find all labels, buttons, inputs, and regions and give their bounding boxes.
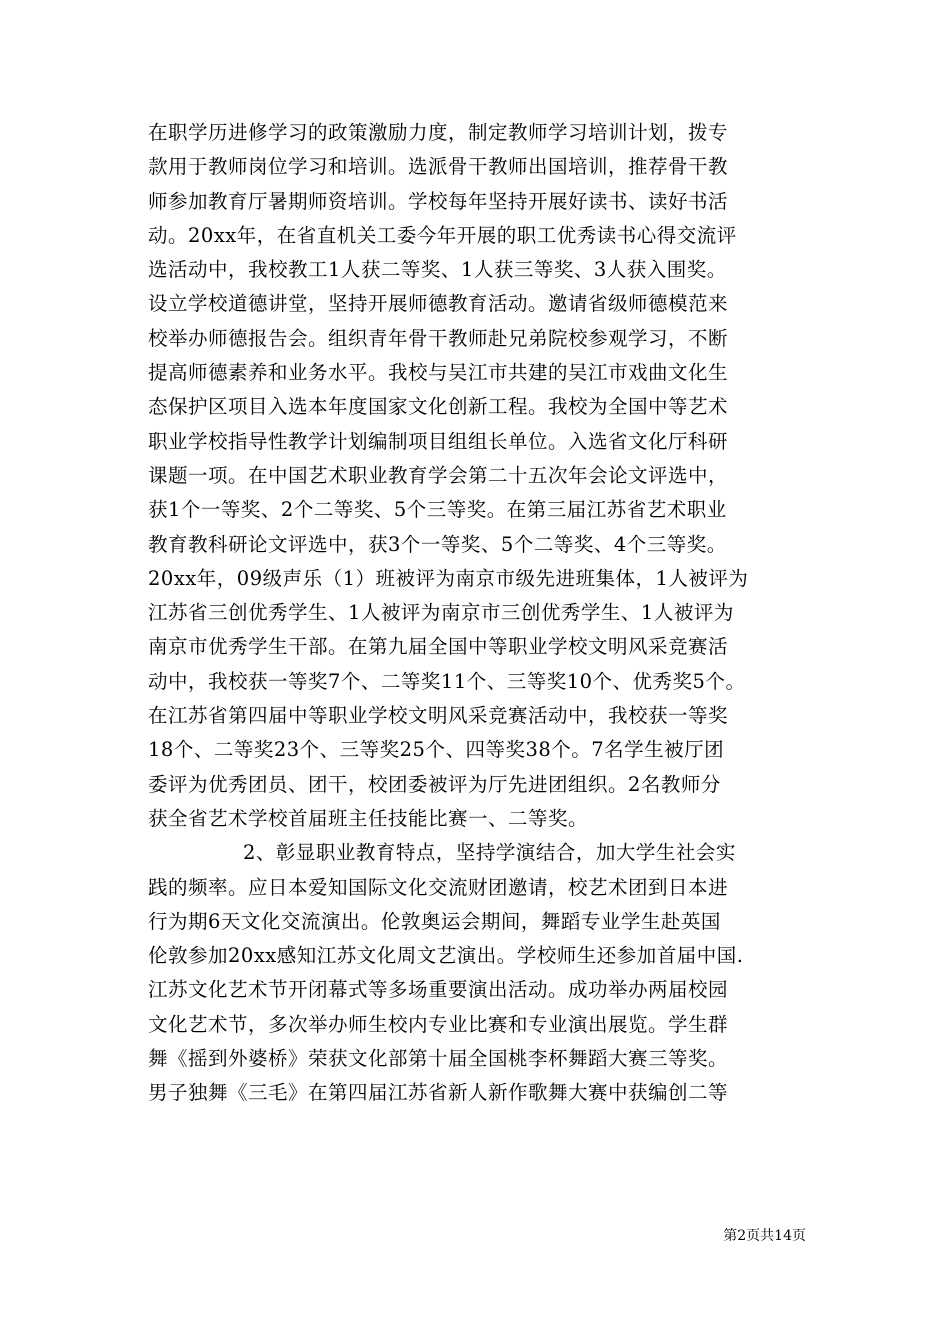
text-line: 舞《摇到外婆桥》荣获文化部第十届全国桃李杯舞蹈大赛三等奖。 xyxy=(148,1047,729,1071)
text-line: 课题一项。在中国艺术职业教育学会第二十五次年会论文评选中， xyxy=(148,463,729,487)
text-line: 江苏省三创优秀学生、1人被评为南京市三创优秀学生、1人被评为 xyxy=(148,601,734,625)
text-line: 文化艺术节，多次举办师生校内专业比赛和专业演出展览。学生群 xyxy=(148,1012,729,1036)
text-line: 伦敦参加20xx感知江苏文化周文艺演出。学校师生还参加首届中国. xyxy=(148,944,744,968)
text-line: 20xx年，09级声乐（1）班被评为南京市级先进班集体，1人被评为 xyxy=(148,566,749,590)
text-line: 提高师德素养和业务水平。我校与吴江市共建的吴江市戏曲文化生 xyxy=(148,361,729,385)
text-line: 在职学历进修学习的政策激励力度，制定教师学习培训计划，拨专 xyxy=(148,121,729,144)
text-line: 动。20xx年，在省直机关工委今年开展的职工优秀读书心得交流评 xyxy=(148,223,737,247)
text-line: 践的频率。应日本爱知国际文化交流财团邀请，校艺术团到日本进 xyxy=(148,875,729,899)
text-line: 选活动中，我校教工1人获二等奖、1人获三等奖、3人获入围奖。 xyxy=(148,258,727,282)
text-line: 南京市优秀学生干部。在第九届全国中等职业学校文明风采竞赛活 xyxy=(148,635,729,659)
document-body xyxy=(148,116,808,1111)
text-line: 江苏文化艺术节开闭幕式等多场重要演出活动。成功举办两届校园 xyxy=(148,978,729,1002)
text-line: 款用于教师岗位学习和培训。选派骨干教师出国培训，推荐骨干教 xyxy=(148,155,729,179)
text-line: 校举办师德报告会。组织青年骨干教师赴兄弟院校参观学习，不断 xyxy=(148,326,729,350)
text-line: 获全省艺术学校首届班主任技能比赛一、二等奖。 xyxy=(148,806,589,830)
text-line: 18个、二等奖23个、三等奖25个、四等奖38个。7名学生被厅团 xyxy=(148,738,725,762)
paragraph-start-line: 2、彰显职业教育特点，坚持学演结合，加大学生社会实 xyxy=(243,841,736,865)
text-line: 委评为优秀团员、团干，校团委被评为厅先进团组织。2名教师分 xyxy=(148,772,721,796)
text-line: 师参加教育厅暑期师资培训。学校每年坚持开展好读书、读好书活 xyxy=(148,189,729,213)
text-line: 职业学校指导性教学计划编制项目组组长单位。入选省文化厅科研 xyxy=(148,429,729,453)
text-line: 男子独舞《三毛》在第四届江苏省新人新作歌舞大赛中获编创二等 xyxy=(148,1081,729,1105)
text-line: 行为期6天文化交流演出。伦敦奥运会期间，舞蹈专业学生赴英国 xyxy=(148,909,721,933)
text-line: 态保护区项目入选本年度国家文化创新工程。我校为全国中等艺术 xyxy=(148,395,729,419)
text-line: 在江苏省第四届中等职业学校文明风采竞赛活动中，我校获一等奖 xyxy=(148,704,729,728)
text-line: 教育教科研论文评选中，获3个一等奖、5个二等奖、4个三等奖。 xyxy=(148,532,727,556)
text-line: 设立学校道德讲堂，坚持开展师德教育活动。邀请省级师德模范来 xyxy=(148,292,729,316)
text-line: 获1个一等奖、2个二等奖、5个三等奖。在第三届江苏省艺术职业 xyxy=(148,498,727,522)
text-line: 动中，我校获一等奖7个、二等奖11个、三等奖10个、优秀奖5个。 xyxy=(148,669,746,693)
page-number-footer: 第2页共14页 xyxy=(723,1228,806,1244)
